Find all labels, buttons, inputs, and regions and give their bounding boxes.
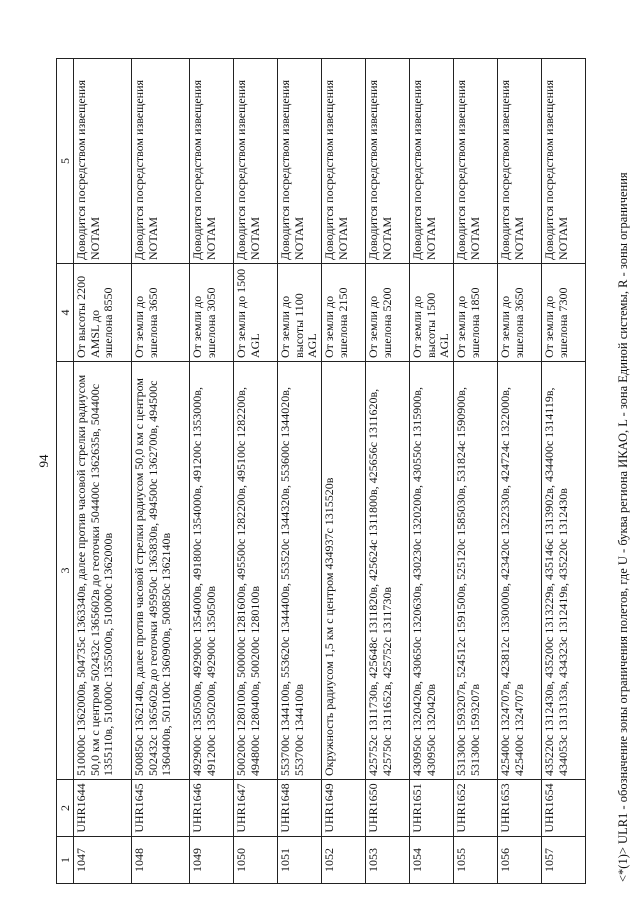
- zone-note: Доводится посредством извещения NOTAM: [278, 59, 322, 264]
- table-row: [74, 59, 132, 884]
- zone-coordinates: 492900с 1350500в, 492900с 1354000в, 491800с 1354000в, 491200с 1353000в, 491200с 1350200в, 492900с 1350500в: [190, 362, 234, 780]
- page-number: 94: [36, 454, 51, 468]
- zone-code: UHR1649: [322, 780, 366, 837]
- zone-height: От земли до эшелона 3050: [190, 264, 234, 362]
- zone-coordinates: 425752с 1311730в, 425648с 1311820в, 425624с 1311800в, 425656с 1311620в, 425750с 1311652в, 425752с 1311730в: [366, 362, 410, 780]
- zone-height: От земли до эшелона 1850: [454, 264, 498, 362]
- zone-code: UHR1652: [454, 780, 498, 837]
- zone-note: Доводится посредством извещения NOTAM: [410, 59, 454, 264]
- zone-coordinates: Окружность радиусом 1,5 км с центром 434937с 1315520в: [322, 362, 366, 780]
- header-cell: 3: [57, 362, 74, 780]
- zone-note: Доводится посредством извещения NOTAM: [542, 59, 586, 264]
- zone-code: UHR1644: [74, 780, 132, 837]
- row-number: 1055: [454, 837, 498, 884]
- zone-note: Доводится посредством извещения NOTAM: [322, 59, 366, 264]
- zone-height: От высоты 2200 AMSL до эшелона 8550: [74, 264, 132, 362]
- zone-coordinates: 425400с 1324707в, 423812с 1330000в, 423420с 1322330в, 424724с 1322000в, 425400с 1324707в: [498, 362, 542, 780]
- row-number: 1053: [366, 837, 410, 884]
- zone-code: UHR1653: [498, 780, 542, 837]
- zone-height: От земли до эшелона 7300: [542, 264, 586, 362]
- rotated-page: [56, 59, 630, 884]
- zone-note: Доводится посредством извещения NOTAM: [74, 59, 132, 264]
- row-number: 1052: [322, 837, 366, 884]
- zone-coordinates: 531300с 1593207в, 524512с 1591500в, 525120с 1585030в, 531824с 1590900в, 531300с 1593207в: [454, 362, 498, 780]
- row-number: 1047: [74, 837, 132, 884]
- zone-height: От земли до эшелона 3650: [132, 264, 190, 362]
- zone-note: Доводится посредством извещения NOTAM: [132, 59, 190, 264]
- row-number: 1056: [498, 837, 542, 884]
- table-row: [278, 59, 322, 884]
- header-cell: 1: [57, 837, 74, 884]
- zone-code: UHR1646: [190, 780, 234, 837]
- table-row: [454, 59, 498, 884]
- zone-code: UHR1648: [278, 780, 322, 837]
- row-number: 1051: [278, 837, 322, 884]
- zone-height: От земли до эшелона 2150: [322, 264, 366, 362]
- row-number: 1050: [234, 837, 278, 884]
- table-row: [498, 59, 542, 884]
- zone-height: От земли до эшелона 5200: [366, 264, 410, 362]
- header-row: [57, 59, 74, 884]
- table-row: [366, 59, 410, 884]
- row-number: 1054: [410, 837, 454, 884]
- row-number: 1049: [190, 837, 234, 884]
- zone-note: Доводится посредством извещения NOTAM: [498, 59, 542, 264]
- zone-note: Доводится посредством извещения NOTAM: [454, 59, 498, 264]
- header-cell: 5: [57, 59, 74, 264]
- zone-coordinates: 430950с 1320420в, 430650с 1320630в, 430230с 1320200в, 430550с 1315900в, 430950с 1320420в: [410, 362, 454, 780]
- zone-code: UHR1654: [542, 780, 586, 837]
- table-row: [322, 59, 366, 884]
- zone-note: Доводится посредством извещения NOTAM: [366, 59, 410, 264]
- zone-note: Доводится посредством извещения NOTAM: [234, 59, 278, 264]
- zone-code: UHR1647: [234, 780, 278, 837]
- table-row: [190, 59, 234, 884]
- zone-coordinates: 553700с 1344100в, 553620с 1344400в, 553520с 1344320в, 553600с 1344020в, 553700с 1344100в: [278, 362, 322, 780]
- table-row: [542, 59, 586, 884]
- zone-coordinates: 435220с 1312430в, 435200с 1313229в, 435146с 1313902в, 434400с 1314119в, 434053с 1313133в, 434323с 1312419в, 435220с 1312430в: [542, 362, 586, 780]
- table-row: [410, 59, 454, 884]
- zone-code: UHR1650: [366, 780, 410, 837]
- airspace-restriction-table: [56, 58, 586, 884]
- zone-height: От земли до высоты 1500 AGL: [410, 264, 454, 362]
- zone-note: Доводится посредством извещения NOTAM: [190, 59, 234, 264]
- row-number: 1057: [542, 837, 586, 884]
- zone-code: UHR1651: [410, 780, 454, 837]
- header-cell: 4: [57, 264, 74, 362]
- zone-coordinates: 500200с 1280100в, 500000с 1281600в, 495500с 1282200в, 495100с 1282200в, 494800с 1280400в, 500200с 1280100в: [234, 362, 278, 780]
- zone-height: От земли до 1500 AGL: [234, 264, 278, 362]
- zone-height: От земли до высоты 1100 AGL: [278, 264, 322, 362]
- zone-height: От земли до эшелона 3650: [498, 264, 542, 362]
- header-cell: 2: [57, 780, 74, 837]
- zone-code: UHR1645: [132, 780, 190, 837]
- table-row: [234, 59, 278, 884]
- zone-coordinates: 500850с 1362140в, далее против часовой стрелки радиусом 50,0 км с центром 502432с 1365602в до геоточки 495950с 1363830в, 494500с 1362700в, 494500с 1360400в, 501100с 1360900в, 500850с 1362140в: [132, 362, 190, 780]
- table-row: [132, 59, 190, 884]
- row-number: 1048: [132, 837, 190, 884]
- footnote: <*(1)> ULR1 - обозначение зоны ограничения полетов, где U - буква региона ИКАО, L - зона Единой системы, R - зоны ограничения: [616, 172, 630, 882]
- zone-coordinates: 510000с 1362000в, 504735с 1363340в, далее против часовой стрелки радиусом 50,0 км с центром 502432с 1365602в до геоточки 504400с 1362635в, 504400с 1355110в, 510000с 1355000в, 510000с 1362000в: [74, 362, 132, 780]
